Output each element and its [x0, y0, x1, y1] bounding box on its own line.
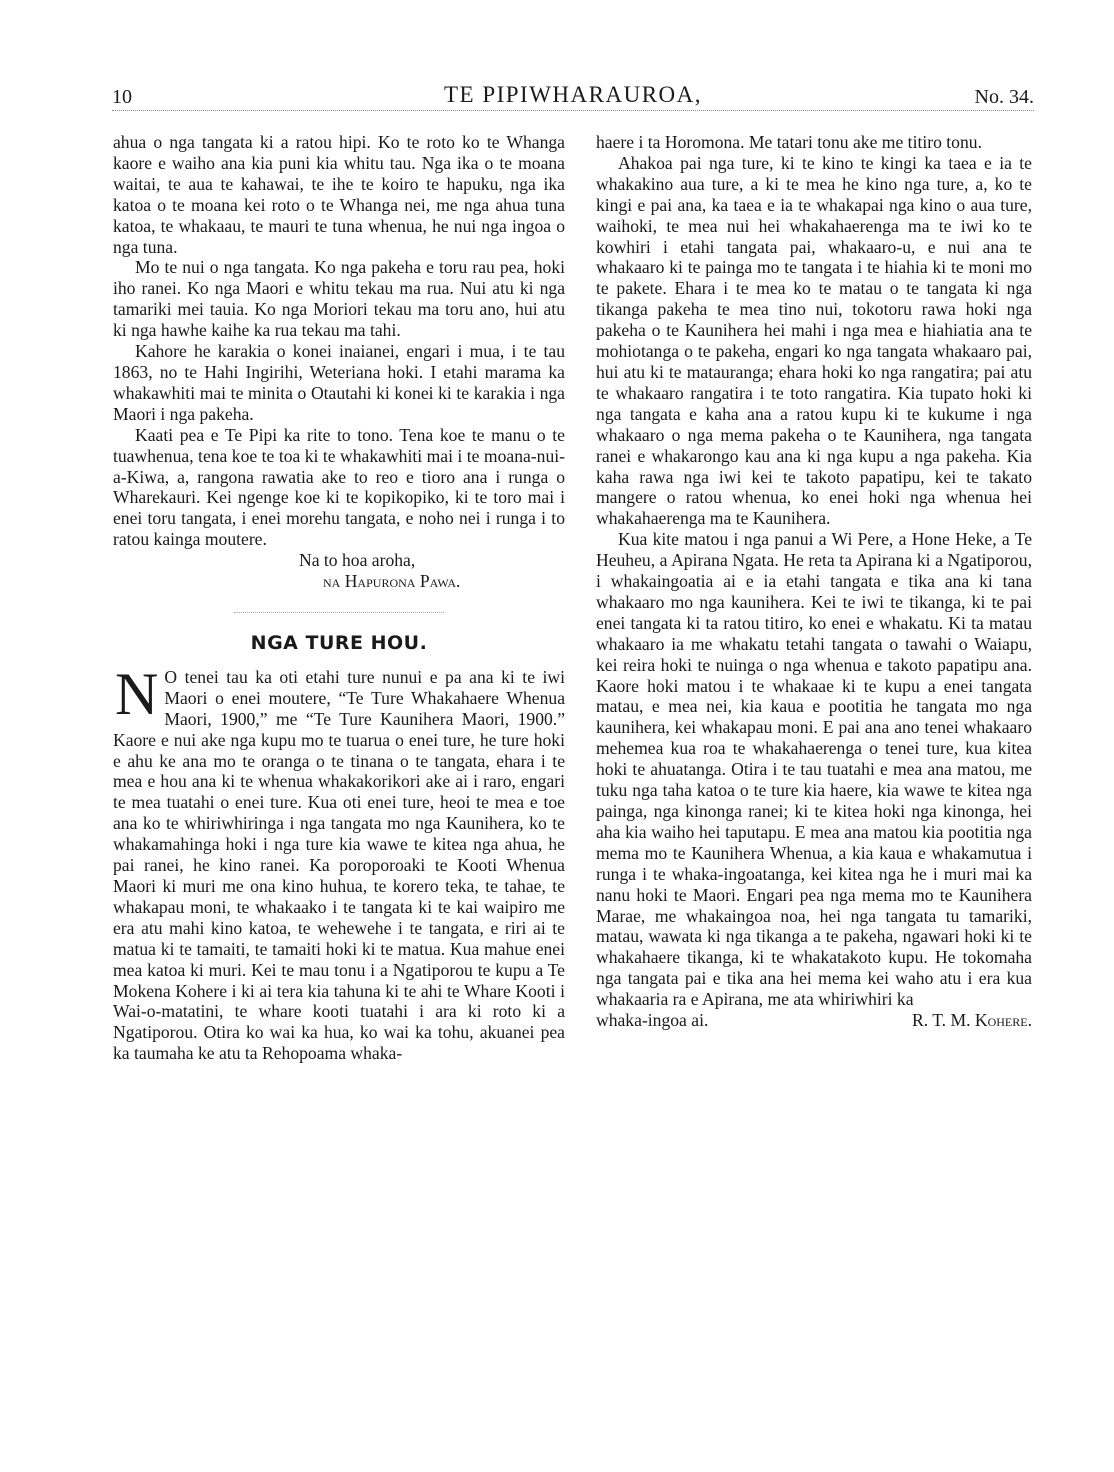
right-column: [596, 132, 1032, 1031]
author-signature: R. T. M. Kohere.: [912, 1010, 1032, 1031]
closing-text: whaka-ingoa ai.: [596, 1010, 709, 1031]
issue-number: No. 34.: [974, 86, 1034, 108]
letter-signature: na Hapurona Pawa.: [323, 571, 461, 592]
section-divider: [234, 612, 444, 613]
publication-title: TE PIPIWHARAUROA,: [443, 82, 703, 107]
article-heading: NGA TURE HOU.: [250, 631, 428, 654]
paragraph: Kaati pea e Te Pipi ka rite to tono. Tena koe te manu o te tuawhenua, tena koe te toa ki te whakawhiti mai i te moana-nui-a-Kiwa, a, rangona rawatia ake to reo e tioro ana i runga o Wharekauri. Kei ngenge koe ki te kopikopiko, ki te toro mai i enei toru tangata, i enei morehu tangata, e noho nei i runga i to ratou kainga moutere.: [113, 424, 565, 550]
paragraph: ahua o nga tangata ki a ratou hipi. Ko te roto ko te Whanga kaore e waiho ana kia puni kia whitu tau. Nga ika o te moana waitai, te aua te kahawai, te ihe te koiro te hapuku, nga ika katoa o te moana kei roto o te Whanga nei, me nga ahua tuna katoa, te whakaau, te mauri te tuna whenua, he nui nga ingoa o nga tuna.: [113, 132, 565, 257]
letter-closing: Na to hoa aroha,: [299, 550, 416, 571]
page-number: 10: [112, 86, 132, 108]
paragraph: Mo te nui o nga tangata. Ko nga pakeha e toru rau pea, hoki iho ranei. Ko nga Maori e whitu tekau ma rua. Nui atu ki nga tamariki mei tauia. Ko nga Moriori tekau ma toru ano, hui atu ki nga hawhe kaihe ka rua tekau ma tahi.: [113, 257, 565, 341]
article-paragraph: [113, 660, 565, 1064]
paragraph: Ahakoa pai nga ture, ki te kino te kingi ka taea e ia te whakakino aua ture, a ki te mea he kino nga ture, a, ko te kingi e pai ana, ka taea e ia te whakapai nga kino o aua ture, waihoki, te mea nui hei whakahaerenga ma te iwi ko te kowhiri i etahi tangata pai, whakaaro-u, e nui ana te whakaaro ki te painga mo te tangata i te hiahia ki te moni mo te pakete. Ehara i te mea ko te matau o te tangata ki nga tikanga pakeha te mea tino nui, tokotoru rawa hoki nga pakeha o te Kaunihera hei mahi i nga mea e hiahiatia ana te mohiotanga o te pakeha, engari ko nga tangata whakaaro pai, hui atu ki te matauranga; ehara hoki ko nga rangatira; pai atu te whakaaro rangatira i te toto rangatira. Kia tupato hoki ki nga tangata e kaha ana a ratou kupu ki te kukume i nga whakaaro o nga mema pakeha o te Kaunihera, nga tangata ranei e whakarongo kau ana ki nga kupu a nga pakeha. Kia kaha rawa nga iwi kei te takoto papatipu, kei te takato mangere o ratou whenua, ko enei hoki nga whenua hei whakahaerenga ma te Kaunihera.: [596, 152, 1032, 529]
paragraph: Kua kite matou i nga panui a Wi Pere, a Hone Heke, a Te Heuheu, a Apirana Ngata. He reta ta Apirana ki a Ngatiporou, i whakaingoatia ai e ia etahi tangata e tika ana ki tana whakaaro mo nga kaunihera. Kei te iwi te tikanga, ki te pai enei tangata ki ta ratou titiro, ko enei e whakatu. Ki ta matau whakaaro ia me whakatu tetahi tangata o tawahi o Waiapu, kei reira hoki te nuinga o nga whenua e takoto papatipu ana. Kaore hoki matou i te whakaae ki te kupu a enei tangata matau, e mea nei, kia kaua e pootitia he tangata mo nga kaunihera, kei whakapau moni. E pai ana ano tenei whakaaro mehemea kua roa te whakahaerenga o tenei ture, kua kitea hoki te ahuatanga. Otira i te tau tuatahi e mea ana matou, me tuku nga taha katoa o te ture kia haere, kia wawe te kitea nga painga, nga kinonga ranei; ki te kitea hoki nga kinonga, hei aha kia waiho hei taputapu. E mea ana matou kia pootitia nga mema mo te Kaunihera Whenua, a kia kaua e whakamutua i runga i te whaka-ingoatanga, kei kitea nga he i muri mai ka nanu hoki te Maori. Engari pea nga mema mo te Kaunihera Marae, me whakaingoa noa, hei nga tangata tu tamariki, matau, wawata ki nga tikanga a te pakeha, ngawari hoki ki te whakahaere tikanga, ki te whakatakoto kupu. He tokomaha nga tangata pai e tika ana hei mema kei waho atu i era kua whakaaria ra e Apirana, me ata whiriwhiri ka: [596, 529, 1032, 1010]
article-text: O tenei tau ka oti etahi ture nunui e pa ana ki te iwi Maori o enei moutere, “Te Ture Whakahaere Whenua Maori, 1900,” me “Te Ture Kaunihera Maori, 1900.” Kaore e nui ake nga kupu mo te tuarua o enei ture, he ture hoki e ahu ke ana mo te oranga o te tinana o te tangata, ehara i te mea e hou ana ki te whenua whakakorikori ake ai i raro, engari te mea tuatahi o enei ture. Kua oti enei ture, heoi te mea e toe ana ko te whiriwhiringa i nga tangata mo nga Kaunihera, ko te whakamahinga hoki i nga ture kia wawe te kitea nga ahua, he pai ranei, he kino ranei. Ka poroporoaki te Kooti Whenua Maori ki muri me ona kino huhua, te korero teka, te tahae, te whakapau moni, te whakaako i te tangata ki te kai waipiro me era atu mahi kino katoa, te wehewehe i te tangata, e riri ai te matua ki te tamaiti, te tamaiti hoki ki te matua. Kua mahue enei mea katoa ki muri. Kei te mau tonu i a Ngatiporou te kupu a Te Mokena Kohere i ki ai tera kia tahuna ki te ahi te Whare Kooti i Wai-o-matatini, te whare kooti tuatahi i ara ki roto ki a Ngatiporou. Otira ko wai ka hua, ko wai ka tohu, akuanei pea ka taumaha ke atu ta Rehopoama whaka-: [113, 666, 565, 1064]
left-column: [113, 132, 565, 1064]
drop-cap: N: [115, 660, 159, 727]
paragraph: Kahore he karakia o konei inaianei, engari i mua, i te tau 1863, no te Hahi Ingirihi, Weteriana hoki. I etahi marama ka whakawhiti mai te minita o Otautahi ki konei ki te karakia i nga Maori i nga pakeha.: [113, 341, 565, 424]
closing-line: [596, 1010, 1032, 1031]
page-header: [112, 78, 1034, 112]
header-rule: [112, 110, 1034, 111]
paragraph: haere i ta Horomona. Me tatari tonu ake me titiro tonu.: [596, 132, 982, 152]
